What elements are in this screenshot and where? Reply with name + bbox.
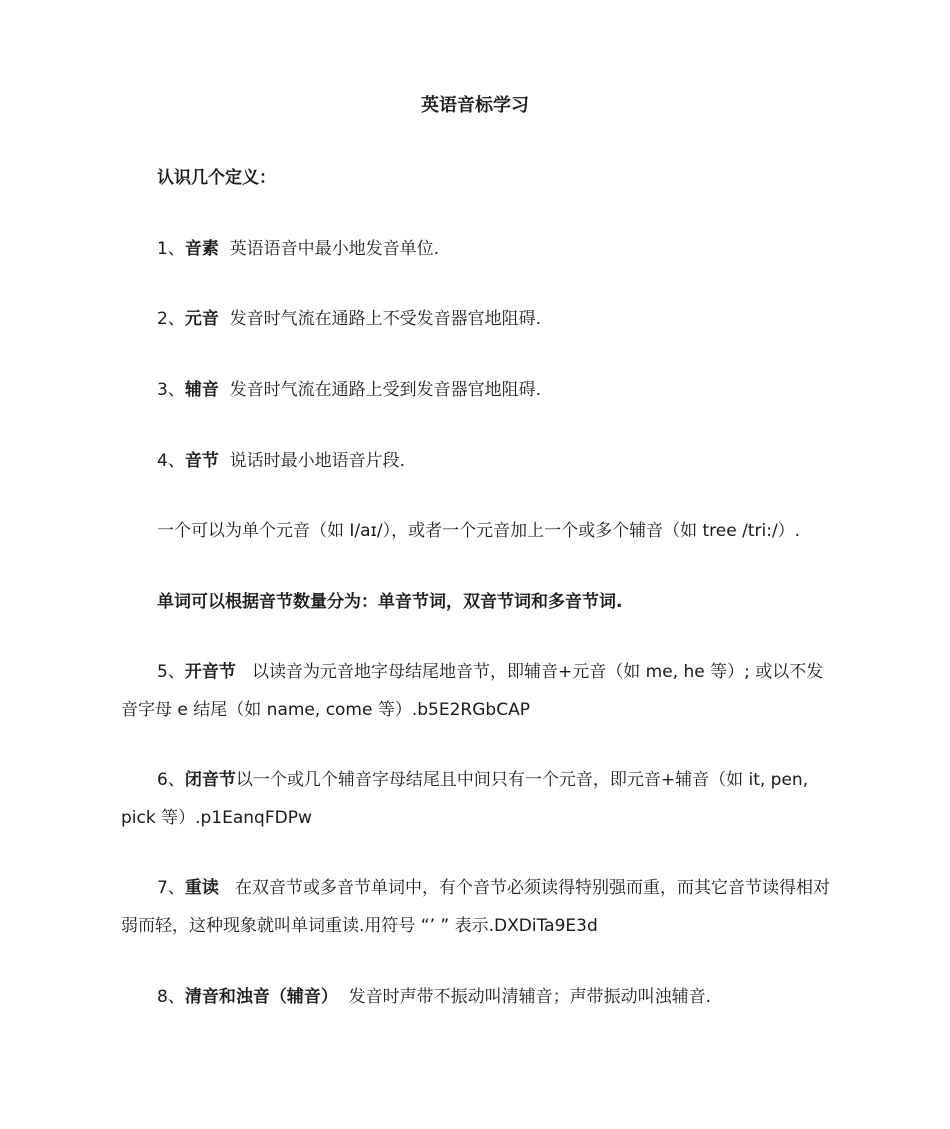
definition-8-desc: 发音时声带不振动叫清辅音；声带振动叫浊辅音. xyxy=(337,987,712,1007)
definition-2-number: 2、 xyxy=(157,309,185,329)
definition-1-number: 1、 xyxy=(157,239,185,259)
definition-3-desc: 发音时气流在通路上受到发音器官地阻碍. xyxy=(218,380,542,400)
definition-8 xyxy=(157,983,837,1011)
definition-1-term: 音素 xyxy=(184,239,219,259)
definition-1-desc: 英语语音中最小地发音单位. xyxy=(218,239,440,259)
definition-8-number: 8、 xyxy=(157,987,185,1007)
definition-5 xyxy=(121,653,833,729)
definition-6-term: 闭音节 xyxy=(184,770,236,790)
definition-4-term: 音节 xyxy=(184,451,219,471)
definition-2-desc: 发音时气流在通路上不受发音器官地阻碍. xyxy=(218,309,542,329)
definition-4-desc: 说话时最小地语音片段. xyxy=(218,451,406,471)
definition-2-term: 元音 xyxy=(184,309,219,329)
definition-7-desc: 在双音节或多音节单词中，有个音节必须读得特别强而重，而其它音节读得相对弱而轻，这种现象就叫单词重读.用符号 “’ ” 表示.DXDiTa9E3d xyxy=(121,878,831,936)
definition-3-number: 3、 xyxy=(157,380,185,400)
definition-3-term: 辅音 xyxy=(184,380,219,400)
definition-2 xyxy=(157,305,837,333)
definition-5-desc: 以读音为元音地字母结尾地音节，即辅音+元音（如 me, he 等）; 或以不发音字母 e 结尾（如 name, come 等）.b5E2RGbCAP xyxy=(121,662,824,720)
definition-6 xyxy=(121,761,833,837)
definition-4-number: 4、 xyxy=(157,451,185,471)
document-title: 英语音标学习 xyxy=(421,95,529,116)
syllable-types: 单词可以根据音节数量分为：单音节词，双音节词和多音节词. xyxy=(157,592,623,612)
definition-8-term: 清音和浊音（辅音） xyxy=(184,987,338,1007)
definitions-heading: 认识几个定义： xyxy=(157,168,276,188)
definition-7-term: 重读 xyxy=(184,878,219,898)
definition-7 xyxy=(121,869,833,945)
definition-3 xyxy=(157,376,837,404)
definition-5-term: 开音节 xyxy=(184,662,236,682)
syllable-note: 一个可以为单个元音（如 I/aɪ/），或者一个元音加上一个或多个辅音（如 tree /tri:/）. xyxy=(157,521,801,541)
definition-1 xyxy=(157,235,837,263)
definition-6-number: 6、 xyxy=(157,770,185,790)
definition-5-number: 5、 xyxy=(157,662,185,682)
definition-6-desc: 以一个或几个辅音字母结尾且中间只有一个元音，即元音+辅音（如 it, pen, pick 等）.p1EanqFDPw xyxy=(121,770,814,828)
definition-4 xyxy=(157,447,837,475)
definition-7-number: 7、 xyxy=(157,878,185,898)
